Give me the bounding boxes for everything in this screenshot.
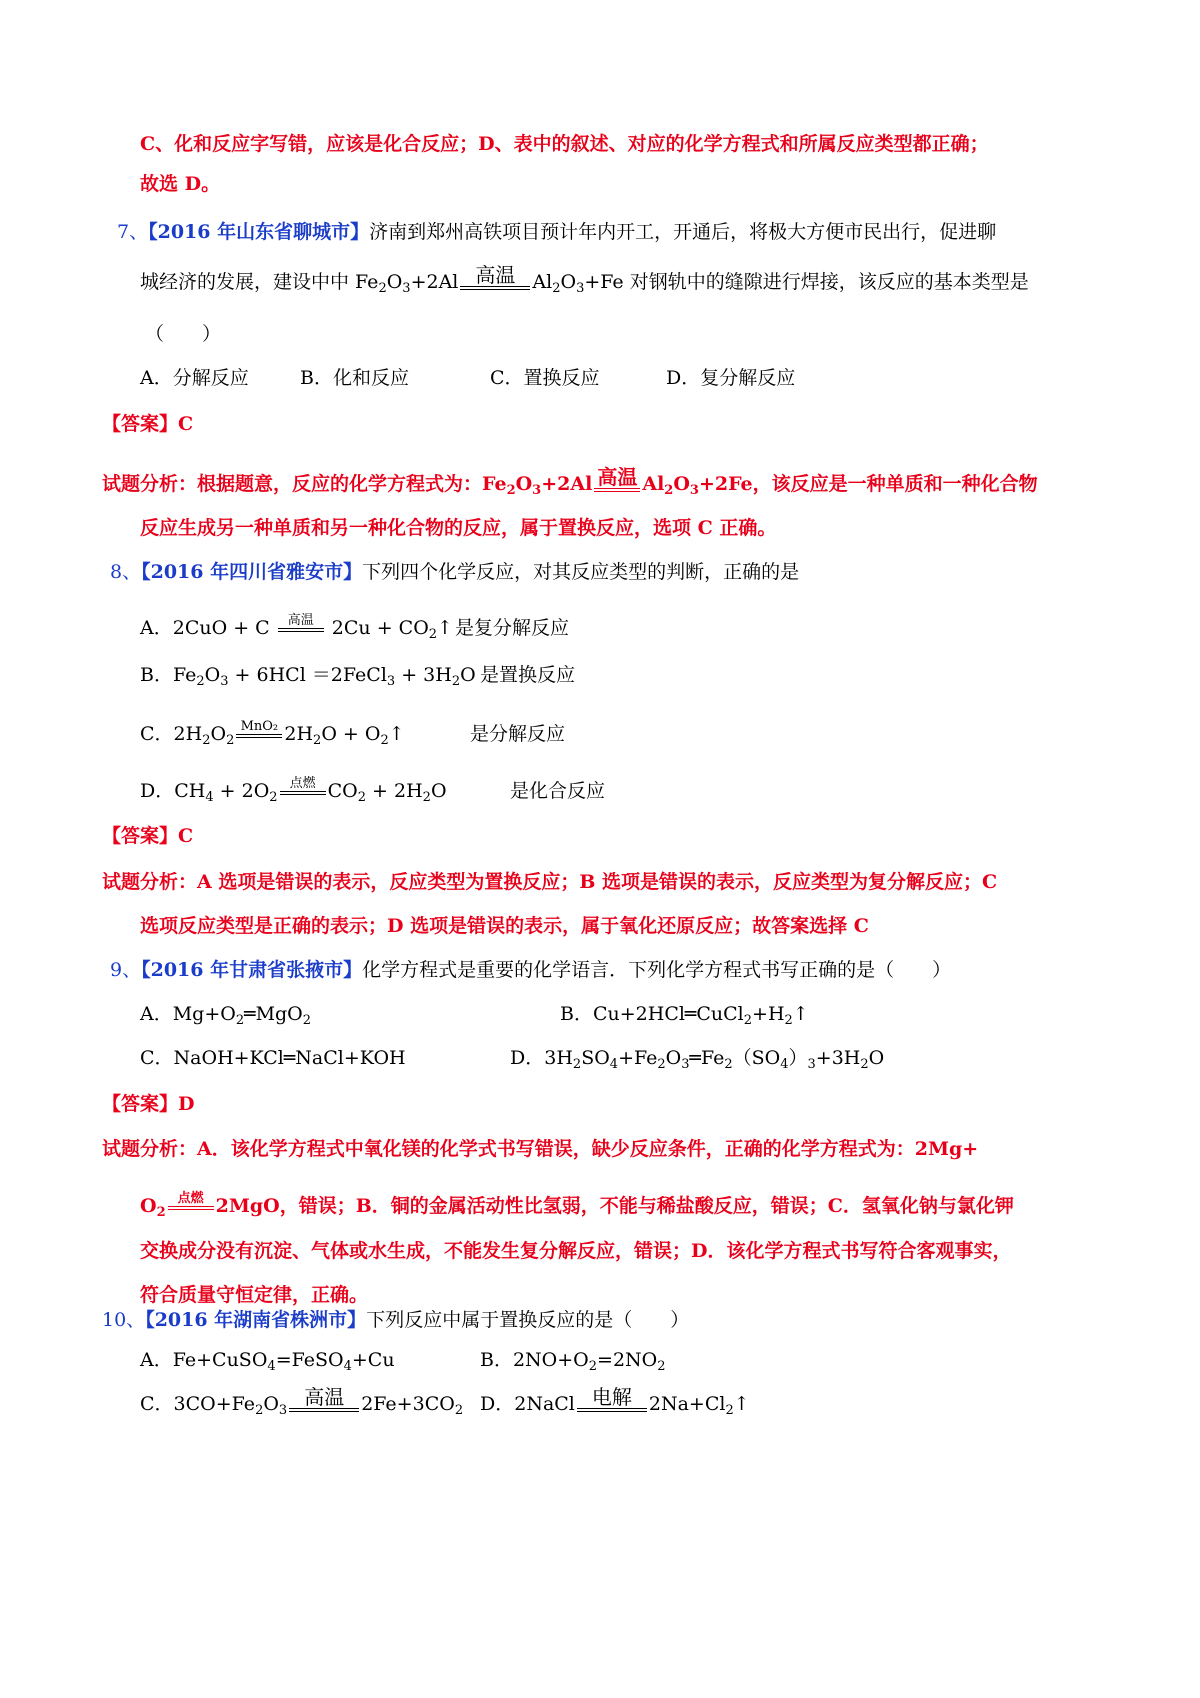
q8-c-condition: MnO₂ xyxy=(236,720,282,738)
q9-analysis-line2: $O_2$ 点燃 2MgO，错误；B．铜的金属活动性比氢弱，不能与稀盐酸反应，错误；C．氢氧化钠与氯化钾 xyxy=(140,1191,1014,1220)
q9-analysis-line3: 交换成分没有沉淀、气体或水生成，不能发生复分解反应，错误；D．该化学方程式书写符合客观事实， xyxy=(140,1240,1012,1262)
q7-equation-condition: 高温 xyxy=(460,264,530,290)
q7-analysis-line1: 试题分析：根据题意，反应的化学方程式为：$Fe_2O_3+2Al$ 高温 $Al_2O_3+2Fe$，该反应是一种单质和一种化合物 xyxy=(102,465,1038,498)
q10-option-b: B．$2NO+O_2=2NO_2$ xyxy=(480,1349,666,1374)
q10-option-a: A．Fe+CuSO$_4$=FeSO$_4$+Cu xyxy=(140,1349,395,1374)
q7-analysis-line2: 反应生成另一种单质和另一种化合物的反应，属于置换反应，选项 C 正确。 xyxy=(140,517,777,539)
q7-stem-line2: 城经济的发展，建设中中 $Fe_2O_3+2Al$ 高温 $Al_2O_3+Fe$ 对钢轨中的缝隙进行焊接，该反应的基本类型是 xyxy=(140,263,1029,296)
q7-option-d: D．复分解反应 xyxy=(666,367,796,389)
q9-answer: 【答案】D xyxy=(102,1093,195,1115)
q8-source: 【2016 年四川省雅安市】 xyxy=(141,561,363,583)
q7-number: 7、 xyxy=(117,221,149,243)
q9-option-a: A．$Mg+O_2═MgO_2$ xyxy=(140,1003,312,1028)
q9-analysis-line1: 试题分析：A．该化学方程式中氧化镁的化学式书写错误，缺少反应条件，正确的化学方程式为：2Mg+ xyxy=(102,1138,979,1160)
q8-option-b-type: 是置换反应 xyxy=(480,664,576,686)
q10-option-d: D．2NaCl 电解 $2Na+Cl_2↑$ xyxy=(480,1385,750,1418)
q6-analysis-line2: 故选 D。 xyxy=(140,173,221,195)
q8-option-a-type: 是复分解反应 xyxy=(455,617,570,639)
q7-option-b: B．化和反应 xyxy=(300,367,409,389)
q8-d-condition: 点燃 xyxy=(280,777,326,795)
q9-source: 【2016 年甘肃省张掖市】 xyxy=(141,959,363,981)
q10-option-c: C．$3CO+Fe_2O_3$ 高温 $2Fe+3CO_2$ xyxy=(140,1385,464,1418)
q8-answer: 【答案】C xyxy=(102,825,194,847)
q10-d-condition: 电解 xyxy=(577,1386,647,1412)
q7-option-a: A．分解反应 xyxy=(140,367,249,389)
q7-answer: 【答案】C xyxy=(102,413,194,435)
q8-option-c: C．$2H_2O_2$ MnO₂ $2H_2O$ + $O_2↑$ xyxy=(140,719,405,748)
q8-analysis-line1: 试题分析：A 选项是错误的表示，反应类型为置换反应；B 选项是错误的表示，反应类型为复分解反应；C xyxy=(102,871,998,893)
q8-option-a: A．2CuO + C 高温 $2Cu + CO_2↑$ xyxy=(140,613,453,642)
q9-option-d: D．$3H_2SO_4+Fe_2O_3═Fe_2(SO_4)_3+3H_2O$ xyxy=(510,1047,885,1072)
q7-stem-line1 xyxy=(117,218,996,246)
q7-analysis-condition: 高温 xyxy=(594,466,640,492)
q7-paren: （ ） xyxy=(145,323,222,345)
q8-option-d: D．$CH_4 + 2O_2$ 点燃 $CO_2 + 2H_2O$ xyxy=(140,776,447,805)
q8-a-condition: 高温 xyxy=(278,614,324,632)
q9-option-c: C．NaOH+KCl═NaCl+KOH xyxy=(140,1047,406,1069)
q8-stem: 8、【2016 年四川省雅安市】下列四个化学反应，对其反应类型的判断，正确的是 xyxy=(110,561,800,583)
q7-option-c: C．置换反应 xyxy=(490,367,600,389)
q7-text2-post: 对钢轨中的缝隙进行焊接，该反应的基本类型是 xyxy=(629,271,1029,293)
q7-source: 【2016 年山东省聊城市】 xyxy=(148,221,370,243)
q7-text2-pre: 城经济的发展，建设中中 Fe xyxy=(140,271,379,293)
q9-option-b: B．$Cu+2HCl═CuCl_2+H_2↑$ xyxy=(560,1003,809,1028)
q9-analysis-line4: 符合质量守恒定律，正确。 xyxy=(140,1284,369,1306)
q10-stem: 10、【2016 年湖南省株洲市】下列反应中属于置换反应的是（ ） xyxy=(102,1309,690,1331)
q9-stem: 9、【2016 年甘肃省张掖市】化学方程式是重要的化学语言．下列化学方程式书写正确的是（ ） xyxy=(110,959,952,981)
q6-analysis-line1: C、化和反应字写错，应该是化合反应；D、表中的叙述、对应的化学方程式和所属反应类型都正确； xyxy=(140,133,989,155)
q9-analysis-condition: 点燃 xyxy=(168,1192,214,1210)
q8-option-d-type: 是化合反应 xyxy=(510,780,606,802)
q10-c-condition: 高温 xyxy=(289,1386,359,1412)
q10-source: 【2016 年湖南省株洲市】 xyxy=(145,1309,367,1331)
q8-option-b: B．$Fe_2O_3 + 6HCl$ ＝2FeCl$_3$ + $3H_2O$ xyxy=(140,664,476,689)
q8-analysis-line2: 选项反应类型是正确的表示；D 选项是错误的表示，属于氧化还原反应；故答案选择 C xyxy=(140,915,869,937)
q8-option-c-type: 是分解反应 xyxy=(470,723,566,745)
q7-text1: 济南到郑州高铁项目预计年内开工，开通后，将极大方便市民出行，促进聊 xyxy=(369,221,997,243)
